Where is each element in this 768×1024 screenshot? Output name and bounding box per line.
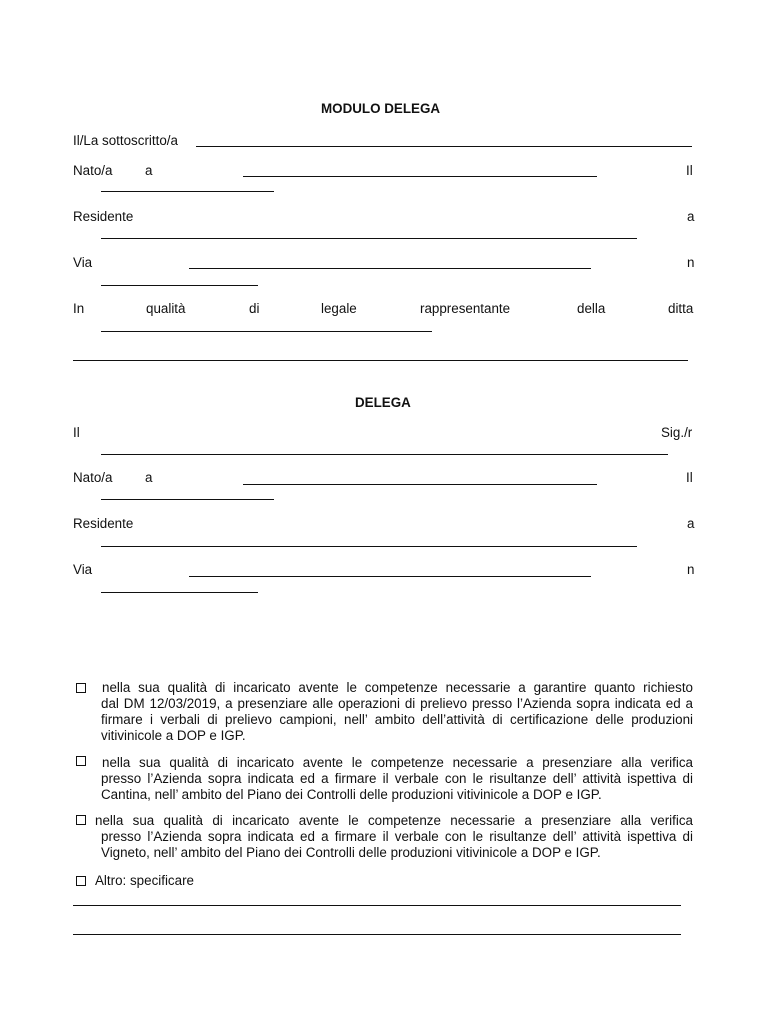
delegate-birthplace-field[interactable]	[243, 484, 597, 485]
qualita-word: legale	[321, 301, 357, 316]
street-number-label: n	[687, 255, 695, 270]
company-field-continued[interactable]	[73, 360, 688, 361]
option-2-checkbox[interactable]	[76, 756, 86, 766]
delegate-street-number-field[interactable]	[101, 592, 258, 593]
option-2-first-line: nella sua qualità di incaricato avente le competenze necessarie a presenziare alla verifica	[102, 755, 693, 770]
form-title: MODULO DELEGA	[321, 101, 441, 116]
birthdate-label: Il	[686, 163, 693, 178]
delegate-street-field[interactable]	[189, 576, 591, 577]
option-1-first-line: nella sua qualità di incaricato avente le competenze necessarie a garantire quanto richiesto	[102, 680, 693, 695]
delegate-birthdate-label: Il	[686, 470, 693, 485]
delegate-name-field[interactable]	[101, 454, 668, 455]
delegate-residente-label: Residente	[73, 516, 134, 531]
altro-field[interactable]	[73, 905, 681, 906]
altro-label: Altro: specificare	[95, 873, 194, 888]
delegate-residence-field[interactable]	[101, 546, 637, 547]
street-number-field[interactable]	[101, 285, 258, 286]
option-1-continuation: dal DM 12/03/2019, a presenziare alle operazioni di prelievo presso l’Azienda sopra indicata ed a firmare i verbali di prelievo campioni, nell’ ambito dell’attività di certificazione delle produzioni vitivinicole a DOP e IGP.	[101, 696, 693, 743]
delegate-nato-label: Nato/a	[73, 470, 113, 485]
qualita-word: di	[249, 301, 260, 316]
option-2-text	[102, 755, 693, 771]
company-field[interactable]	[101, 331, 432, 332]
option-3-text	[95, 813, 693, 829]
sottoscritto-field[interactable]	[196, 146, 692, 147]
option-3-continuation: presso l’Azienda sopra indicata ed a firmare il verbale con le risultanze dell’ attività ispettiva di Vigneto, nell’ ambito del Piano dei Controlli delle produzioni vitivinicole a DOP e IGP.	[101, 829, 693, 860]
sottoscritto-label: Il/La sottoscritto/a	[73, 133, 178, 148]
delegate-residente-a-label: a	[687, 516, 695, 531]
option-1-text	[102, 680, 693, 696]
altro-checkbox[interactable]	[76, 876, 86, 886]
delegate-birthdate-field[interactable]	[101, 499, 274, 500]
altro-field-continued[interactable]	[73, 934, 681, 935]
residence-field[interactable]	[101, 238, 637, 239]
nato-label: Nato/a	[73, 163, 113, 178]
residente-label: Residente	[73, 209, 134, 224]
delega-title: DELEGA	[355, 395, 411, 410]
residente-a-label: a	[687, 209, 695, 224]
nato-a-label: a	[145, 163, 153, 178]
delegate-street-number-label: n	[687, 562, 695, 577]
option-1-checkbox[interactable]	[76, 683, 86, 693]
option-3-first-line: nella sua qualità di incaricato avente le competenze necessarie a presenziare alla verifica	[95, 813, 693, 828]
delegate-via-label: Via	[73, 562, 93, 577]
option-3-checkbox[interactable]	[76, 815, 86, 825]
delegate-sig-label: Sig./r	[661, 425, 693, 440]
via-label: Via	[73, 255, 93, 270]
option-2-continuation: presso l’Azienda sopra indicata ed a firmare il verbale con le risultanze dell’ attività ispettiva di Cantina, nell’ ambito del Piano dei Controlli delle produzioni vitivinicole a DOP e IGP.	[101, 771, 693, 802]
delegate-nato-a-label: a	[145, 470, 153, 485]
qualita-word: ditta	[668, 301, 694, 316]
qualita-word: In	[73, 301, 85, 316]
street-field[interactable]	[189, 268, 591, 269]
birthdate-field[interactable]	[101, 191, 274, 192]
qualita-word: qualità	[146, 301, 186, 316]
qualita-word: rappresentante	[420, 301, 511, 316]
delegate-il-label: Il	[73, 425, 80, 440]
birthplace-field[interactable]	[243, 176, 597, 177]
qualita-word: della	[577, 301, 606, 316]
